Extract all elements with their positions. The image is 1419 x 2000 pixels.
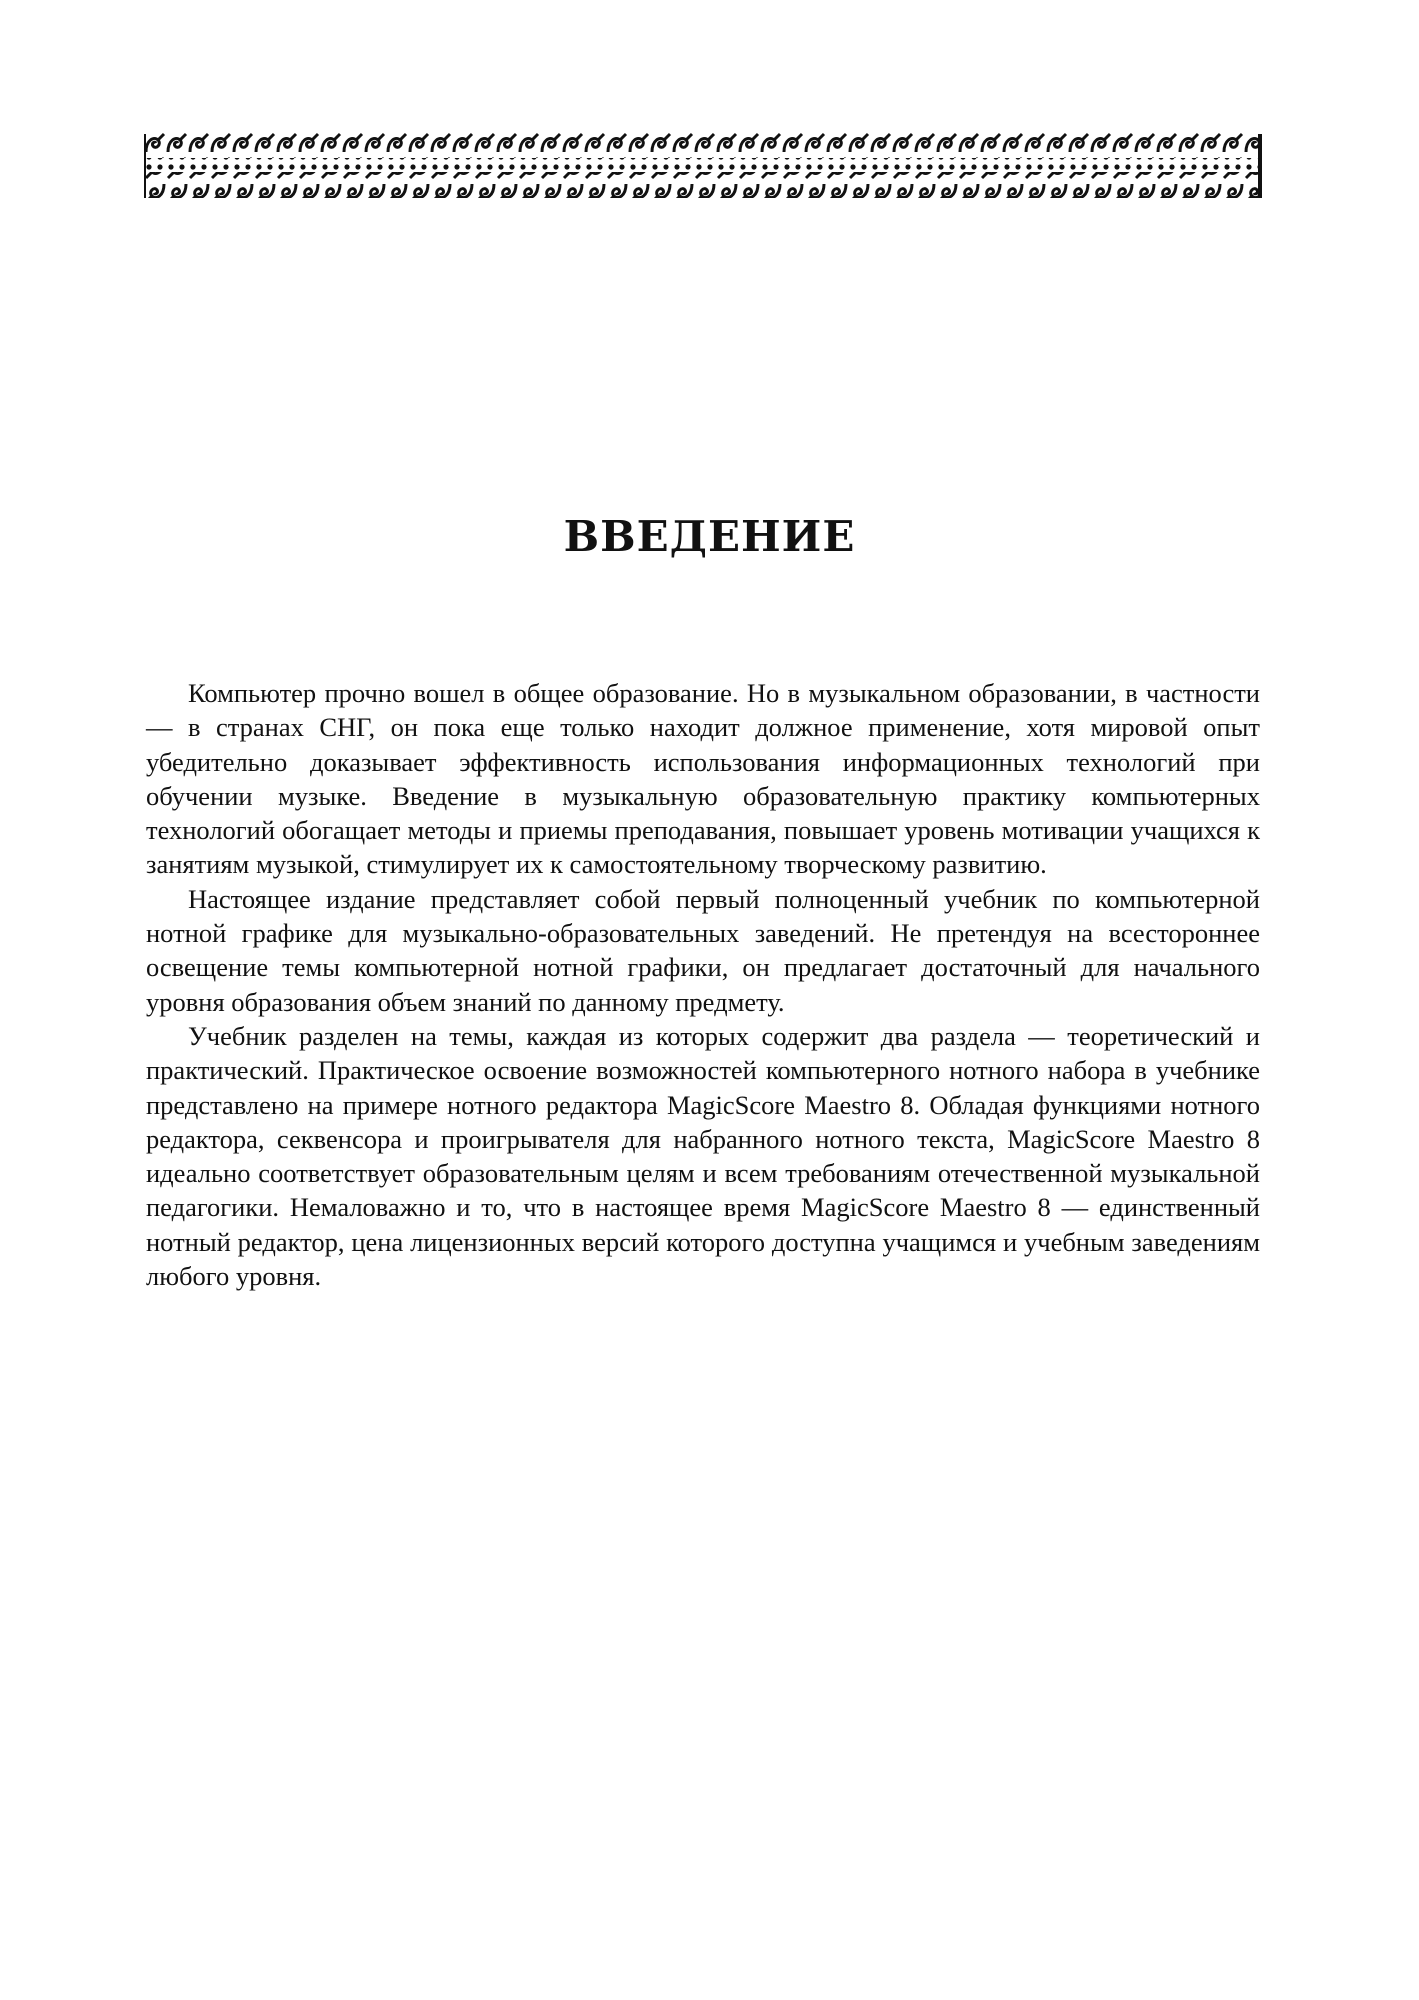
decorative-border — [144, 132, 1262, 202]
wave-scroll-border-icon — [144, 132, 1262, 202]
paragraph-1: Компьютер прочно вошел в общее образование. Но в музыкальном образовании, в частности — в странах СНГ, он пока еще только находит должное применение, хотя мировой опыт убедительно доказывает эффективность использования информационных технологий при обучении музыке. Введение в музыкальную образовательную практику компьютерных технологий обогащает методы и приемы преподавания, повышает уровень мотивации учащихся к занятиям музыкой, стимулирует их к самостоятельному творческому развитию. — [146, 678, 1260, 880]
paragraph-2: Настоящее издание представляет собой первый полноценный учебник по компьютерной нотной графике для музыкально-образовательных заведений. Не претендуя на всестороннее освещение темы компьютерной нотной графики, он предлагает достаточный для начального уровня образования объем знаний по данному предмету. — [146, 883, 1260, 1017]
page-title: ВВЕДЕНИЕ — [563, 512, 856, 561]
paragraph-3: Учебник разделен на темы, каждая из которых содержит два раздела — теоретический и практический. Практическое освоение возможностей компьютерного нотного набора в учебнике представлено на примере нотного редактора MagicScore Maestro 8. Обладая функциями нотного редактора, секвенсора и проигрывателя для набранного нотного текста, MagicScore Maestro 8 идеально соответствует образовательным целям и всем требованиям отечественной музыкальной педагогики. Немаловажно и то, что в настоящее время MagicScore Maestro 8 — единственный нотный редактор, цена лицензионных версий которого доступна учащимся и учебным заведениям любого уровня. — [146, 1020, 1260, 1292]
body-text — [146, 676, 1260, 1293]
